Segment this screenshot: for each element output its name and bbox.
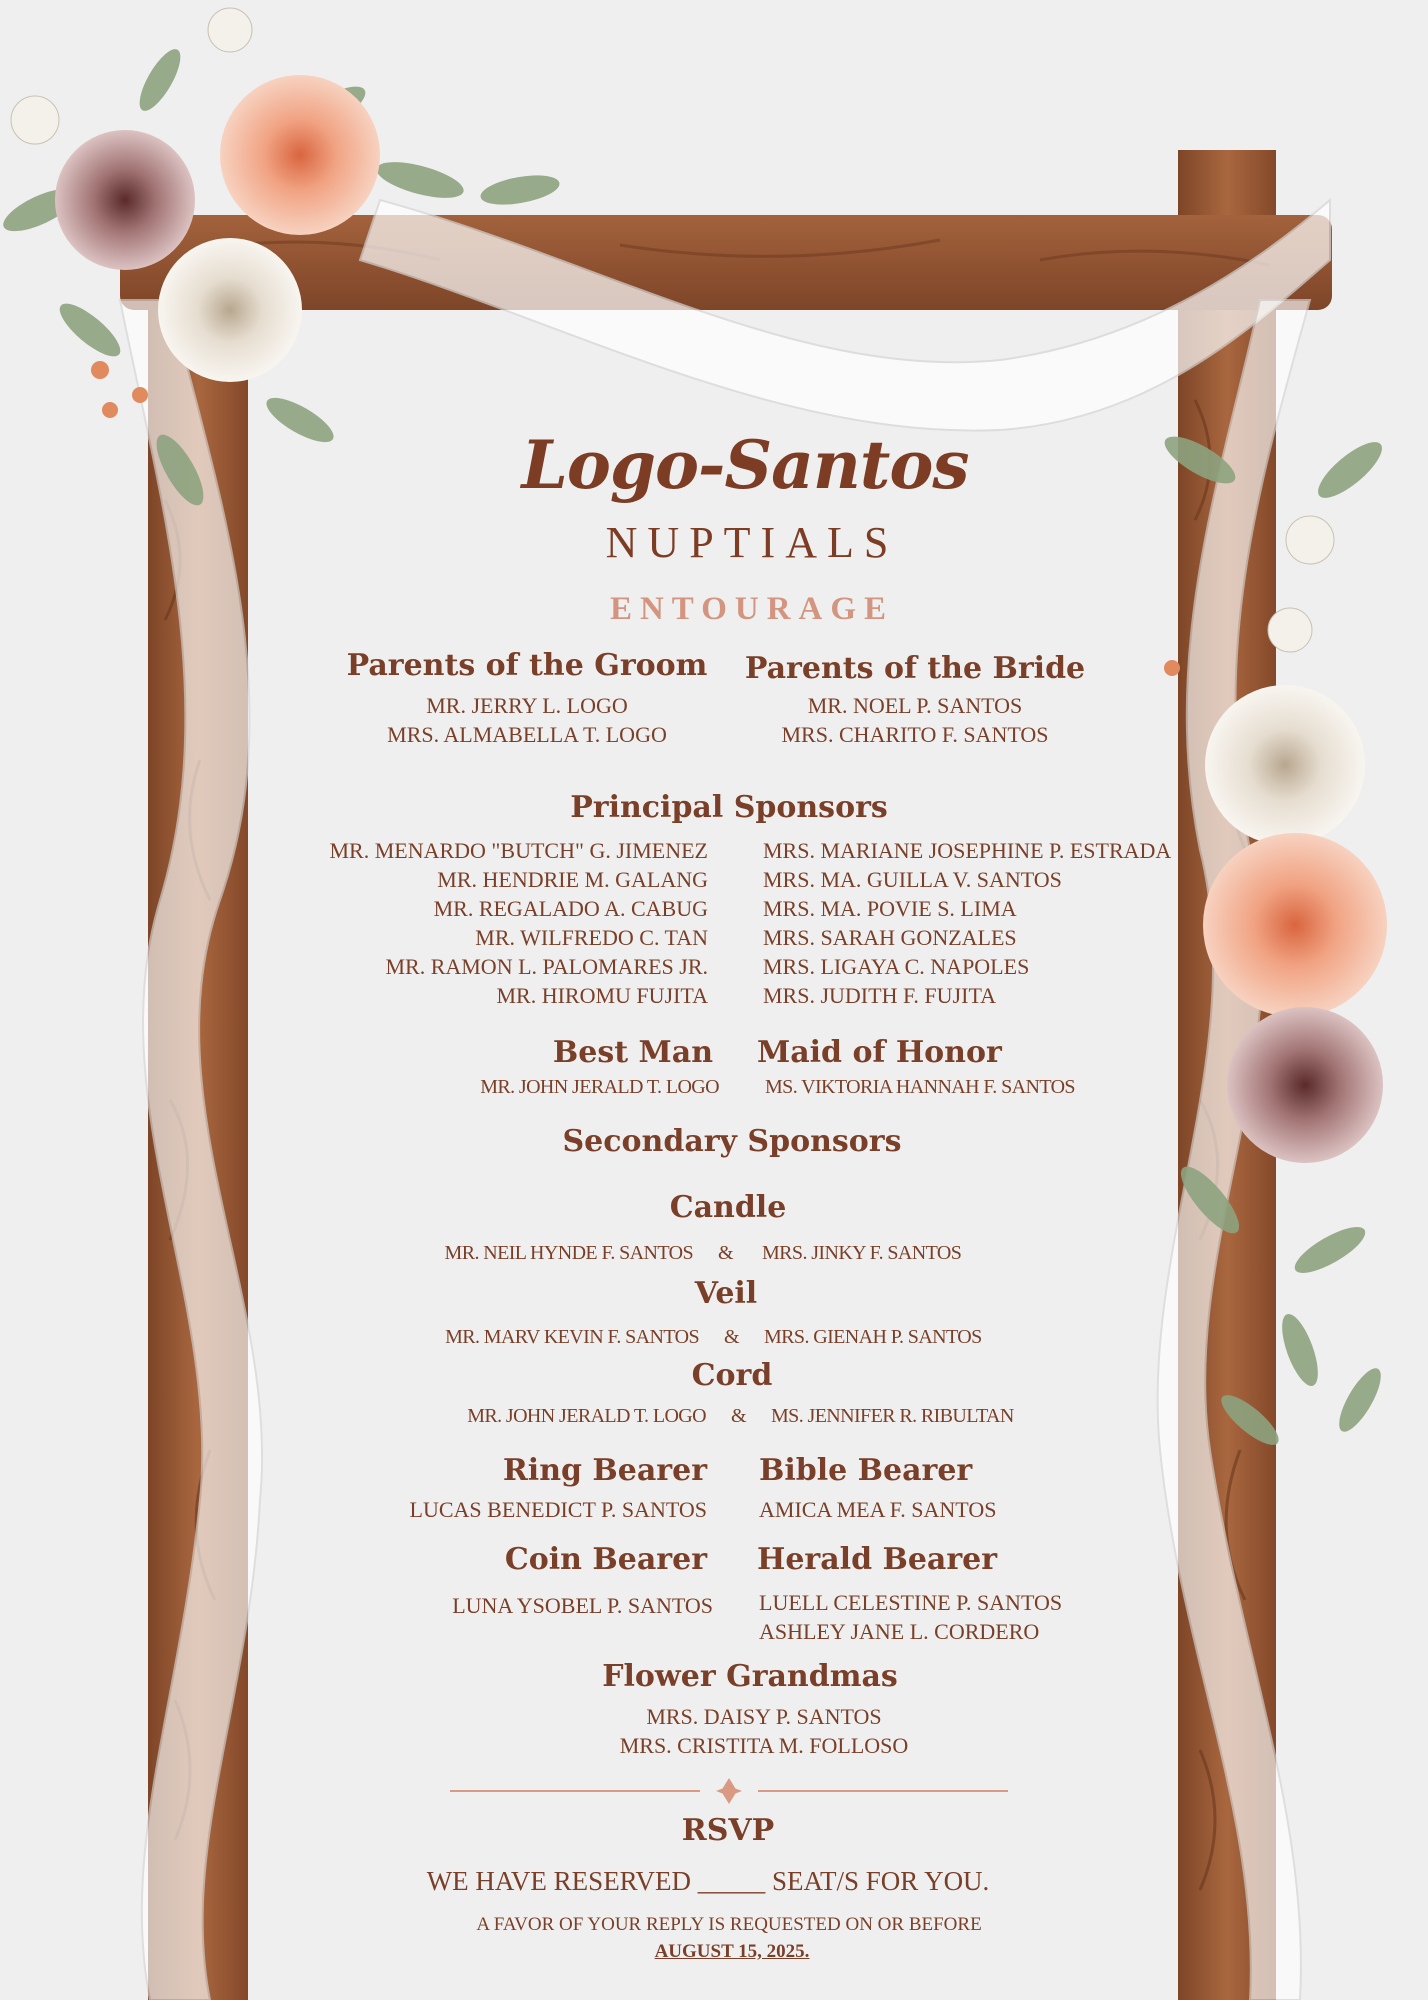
nuptials-subtitle: NUPTIALS bbox=[605, 518, 899, 567]
candle-ampersand: & bbox=[718, 1242, 733, 1264]
flower-grandmas-heading: Flower Grandmas bbox=[602, 1659, 898, 1694]
flower-grandma-name: MRS. DAISY P. SANTOS bbox=[646, 1704, 882, 1729]
sponsor-name: MR. REGALADO A. CABUG bbox=[433, 896, 708, 921]
principal-sponsors-left bbox=[329, 836, 708, 1010]
bible-bearer-heading: Bible Bearer bbox=[759, 1453, 973, 1488]
ring-bearer-name: LUCAS BENEDICT P. SANTOS bbox=[409, 1497, 707, 1522]
sponsor-name: MRS. MA. POVIE S. LIMA bbox=[763, 896, 1017, 921]
coin-bearer-name: LUNA YSOBEL P. SANTOS bbox=[452, 1593, 713, 1618]
sponsor-name: MRS. SARAH GONZALES bbox=[763, 925, 1017, 950]
best-man-heading: Best Man bbox=[552, 1035, 713, 1070]
sponsor-name: MR. HENDRIE M. GALANG bbox=[437, 867, 708, 892]
herald-bearer-heading: Herald Bearer bbox=[757, 1542, 998, 1577]
sponsor-name: MR. HIROMU FUJITA bbox=[496, 983, 708, 1008]
maid-of-honor-name: MS. VIKTORIA HANNAH F. SANTOS bbox=[765, 1076, 1075, 1098]
ring-bearer-heading: Ring Bearer bbox=[502, 1453, 707, 1488]
parents-groom-name: MR. JERRY L. LOGO bbox=[426, 693, 628, 718]
veil-heading: Veil bbox=[694, 1276, 758, 1311]
rsvp-heading: RSVP bbox=[681, 1813, 775, 1848]
cord-left-name: MR. JOHN JERALD T. LOGO bbox=[467, 1405, 706, 1427]
parents-bride-heading: Parents of the Bride bbox=[744, 651, 1086, 686]
cord-right-name: MS. JENNIFER R. RIBULTAN bbox=[771, 1405, 1014, 1427]
candle-right-name: MRS. JINKY F. SANTOS bbox=[762, 1242, 962, 1264]
veil-ampersand: & bbox=[724, 1326, 739, 1348]
secondary-sponsors-heading: Secondary Sponsors bbox=[562, 1124, 902, 1159]
flower-grandma-name: MRS. CRISTITA M. FOLLOSO bbox=[619, 1733, 909, 1758]
parents-groom-name: MRS. ALMABELLA T. LOGO bbox=[387, 722, 667, 747]
best-man-name: MR. JOHN JERALD T. LOGO bbox=[480, 1076, 719, 1098]
cord-ampersand: & bbox=[731, 1405, 746, 1427]
principal-sponsors-right bbox=[763, 836, 1171, 1010]
ornament-divider bbox=[450, 1778, 1008, 1804]
rsvp-favor-text: A FAVOR OF YOUR REPLY IS REQUESTED ON OR BEFORE bbox=[476, 1914, 982, 1935]
sponsor-name: MR. MENARDO "BUTCH" G. JIMENEZ bbox=[329, 838, 708, 863]
sponsor-name: MR. WILFREDO C. TAN bbox=[475, 925, 708, 950]
principal-sponsors-heading: Principal Sponsors bbox=[570, 790, 888, 825]
sponsor-name: MRS. MARIANE JOSEPHINE P. ESTRADA bbox=[763, 838, 1172, 863]
parents-groom-heading: Parents of the Groom bbox=[346, 648, 708, 683]
parents-bride-name: MRS. CHARITO F. SANTOS bbox=[781, 722, 1049, 747]
cord-heading: Cord bbox=[691, 1358, 773, 1393]
flower-grandmas-names bbox=[620, 1702, 909, 1760]
herald-bearer-name: LUELL CELESTINE P. SANTOS bbox=[759, 1590, 1063, 1615]
sponsor-name: MRS. MA. GUILLA V. SANTOS bbox=[763, 867, 1062, 892]
bible-bearer-name: AMICA MEA F. SANTOS bbox=[759, 1497, 997, 1522]
sponsor-name: MRS. LIGAYA C. NAPOLES bbox=[763, 954, 1030, 979]
herald-bearer-names bbox=[759, 1588, 1062, 1646]
sponsor-name: MRS. JUDITH F. FUJITA bbox=[763, 983, 997, 1008]
rsvp-deadline-date: AUGUST 15, 2025. bbox=[654, 1941, 810, 1962]
entourage-heading: ENTOURAGE bbox=[609, 591, 895, 627]
rsvp-seat-line: WE HAVE RESERVED _____ SEAT/S FOR YOU. bbox=[426, 1866, 990, 1896]
parents-groom bbox=[347, 648, 708, 749]
candle-left-name: MR. NEIL HYNDE F. SANTOS bbox=[444, 1242, 693, 1264]
candle-heading: Candle bbox=[669, 1190, 787, 1225]
parents-bride-name: MR. NOEL P. SANTOS bbox=[807, 693, 1023, 718]
coin-bearer-heading: Coin Bearer bbox=[504, 1542, 707, 1577]
sponsor-name: MR. RAMON L. PALOMARES JR. bbox=[385, 954, 708, 979]
couple-title: Logo-Santos bbox=[521, 426, 969, 504]
maid-of-honor-heading: Maid of Honor bbox=[757, 1035, 1002, 1070]
veil-right-name: MRS. GIENAH P. SANTOS bbox=[764, 1326, 982, 1348]
veil-left-name: MR. MARV KEVIN F. SANTOS bbox=[445, 1326, 699, 1348]
herald-bearer-name: ASHLEY JANE L. CORDERO bbox=[759, 1619, 1040, 1644]
parents-bride bbox=[745, 651, 1085, 749]
